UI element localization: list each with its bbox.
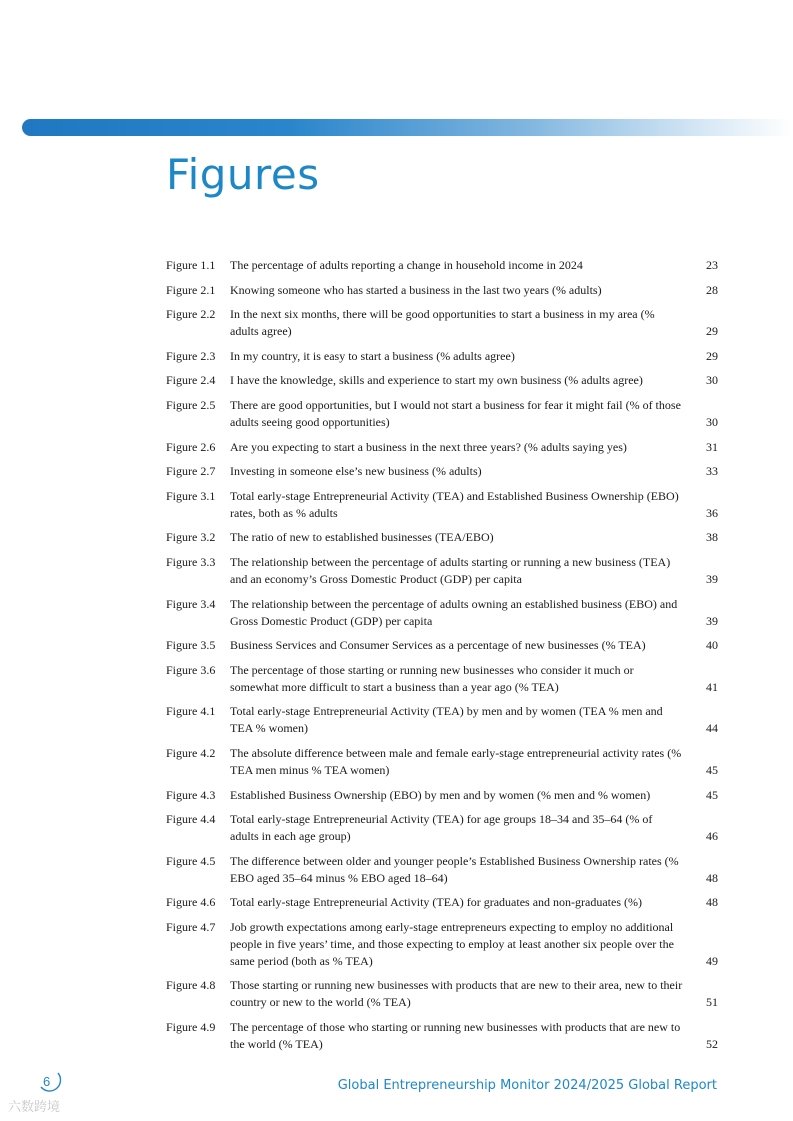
footer-report-title: Global Entrepreneurship Monitor 2024/2025 Global Report [337,1078,717,1093]
figure-number: Figure 4.7 [166,919,216,934]
figure-title: In the next six months, there will be good opportunities to start a business in my area (% adults agree) [230,307,655,339]
figure-page-number: 49 [706,953,718,968]
figure-page-number: 44 [706,721,718,736]
figure-page-number: 48 [706,870,718,885]
page-number: 6 [43,1074,51,1089]
figure-title: Those starting or running new businesses with products that are new to their area, new to their country or new to the world (% TEA) [230,978,683,1010]
figure-entry[interactable] [166,637,718,654]
figure-title: The ratio of new to established businesses (TEA/EBO) [230,530,494,545]
figure-entry[interactable] [166,372,718,389]
figure-entry[interactable] [166,554,718,588]
page-title: Figures [166,150,320,199]
figure-entry[interactable] [166,348,718,365]
figure-number: Figure 2.2 [166,307,216,322]
figure-number: Figure 3.4 [166,596,216,611]
figure-number: Figure 2.3 [166,348,216,363]
figure-page-number: 30 [706,414,718,429]
figure-number: Figure 3.2 [166,530,216,545]
figure-entry[interactable] [166,787,718,804]
figure-number: Figure 3.5 [166,638,216,653]
figure-entry[interactable] [166,257,718,274]
figure-entry[interactable] [166,306,718,340]
figure-number: Figure 4.9 [166,1020,216,1035]
figure-number: Figure 2.7 [166,464,216,479]
figure-title: Investing in someone else’s new business (% adults) [230,464,482,479]
figure-entry[interactable] [166,282,718,299]
figure-page-number: 45 [706,762,718,777]
figure-number: Figure 3.3 [166,554,216,569]
figures-list [166,257,718,1061]
figure-page-number: 41 [706,679,718,694]
figure-number: Figure 4.2 [166,745,216,760]
figure-title: Job growth expectations among early-stage entrepreneurs expecting to employ no additional people in five years’ time, and those expecting to employ at least another six people over the same period (both as % TEA) [230,919,674,968]
figure-number: Figure 4.6 [166,895,216,910]
figure-page-number: 28 [706,282,718,297]
figure-title: The percentage of those who starting or running new businesses with products that are new to the world (% TEA) [230,1020,681,1052]
figure-page-number: 46 [706,829,718,844]
figure-title: Total early-stage Entrepreneurial Activity (TEA) for graduates and non-graduates (%) [230,895,642,910]
figure-page-number: 23 [706,258,718,272]
figure-number: Figure 4.8 [166,978,216,993]
figure-title: The absolute difference between male and female early-stage entrepreneurial activity rates (% TEA men minus % TEA women) [230,745,682,777]
figure-page-number: 48 [706,895,718,910]
figure-entry[interactable] [166,662,718,696]
figure-title: Total early-stage Entrepreneurial Activity (TEA) for age groups 18–34 and 35–64 (% of adults in each age group) [230,812,653,844]
figure-page-number: 39 [706,571,718,586]
figure-number: Figure 2.1 [166,282,216,297]
figure-page-number: 45 [706,787,718,802]
figure-entry[interactable] [166,439,718,456]
figure-entry[interactable] [166,894,718,911]
figure-page-number: 29 [706,348,718,363]
figure-number: Figure 4.4 [166,812,216,827]
figure-entry[interactable] [166,1019,718,1053]
figure-title: Total early-stage Entrepreneurial Activity (TEA) and Established Business Ownership (EBO) rates, both as % adults [230,488,679,520]
figure-page-number: 52 [706,1037,718,1052]
figure-number: Figure 2.6 [166,439,216,454]
figure-entry[interactable] [166,919,718,970]
watermark-text: 六数跨境 [8,1100,61,1115]
figure-entry[interactable] [166,977,718,1011]
figure-page-number: 40 [706,638,718,653]
figure-page-number: 33 [706,464,718,479]
figure-title: Established Business Ownership (EBO) by men and by women (% men and % women) [230,787,651,802]
figure-page-number: 31 [706,439,718,454]
figure-title: I have the knowledge, skills and experience to start my own business (% adults agree) [230,373,643,388]
figure-title: The relationship between the percentage of adults owning an established business (EBO) and Gross Domestic Product (GDP) per capita [230,596,678,628]
figure-entry[interactable] [166,596,718,630]
figure-title: In my country, it is easy to start a business (% adults agree) [230,348,515,363]
figure-number: Figure 2.5 [166,397,216,412]
figure-entry[interactable] [166,811,718,845]
figure-title: Are you expecting to start a business in the next three years? (% adults saying yes) [230,439,627,454]
figure-page-number: 30 [706,373,718,388]
figure-title: The percentage of those starting or running new businesses who consider it much or somewhat more difficult to start a business than a year ago (% TEA) [230,662,634,694]
figure-number: Figure 1.1 [166,258,216,272]
figure-number: Figure 4.3 [166,787,216,802]
figure-number: Figure 2.4 [166,373,216,388]
figure-entry[interactable] [166,488,718,522]
figure-entry[interactable] [166,745,718,779]
figure-page-number: 29 [706,324,718,339]
figure-title: The percentage of adults reporting a change in household income in 2024 [230,258,583,272]
figure-title: Total early-stage Entrepreneurial Activity (TEA) by men and by women (TEA % men and TEA % women) [230,704,663,736]
figure-entry[interactable] [166,703,718,737]
header-gradient-bar [22,119,793,136]
figure-page-number: 39 [706,613,718,628]
figure-page-number: 36 [706,505,718,520]
figure-entry[interactable] [166,397,718,431]
figure-page-number: 38 [706,530,718,545]
figure-number: Figure 4.1 [166,704,216,719]
figure-number: Figure 4.5 [166,853,216,868]
figure-title: There are good opportunities, but I would not start a business for fear it might fail (% of those adults seeing good opportunities) [230,397,681,429]
figure-title: The relationship between the percentage of adults starting or running a new business (TEA) and an economy’s Gross Domestic Product (GDP) per capita [230,554,671,586]
figure-title: The difference between older and younger people’s Established Business Ownership rates (% EBO aged 35–64 minus % EBO aged 18–64) [230,853,679,885]
figure-title: Knowing someone who has started a business in the last two years (% adults) [230,282,602,297]
figure-entry[interactable] [166,853,718,887]
figure-title: Business Services and Consumer Services as a percentage of new businesses (% TEA) [230,638,646,653]
figure-number: Figure 3.6 [166,662,216,677]
figure-entry[interactable] [166,463,718,480]
figure-number: Figure 3.1 [166,488,216,503]
figure-entry[interactable] [166,529,718,546]
figure-page-number: 51 [706,995,718,1010]
